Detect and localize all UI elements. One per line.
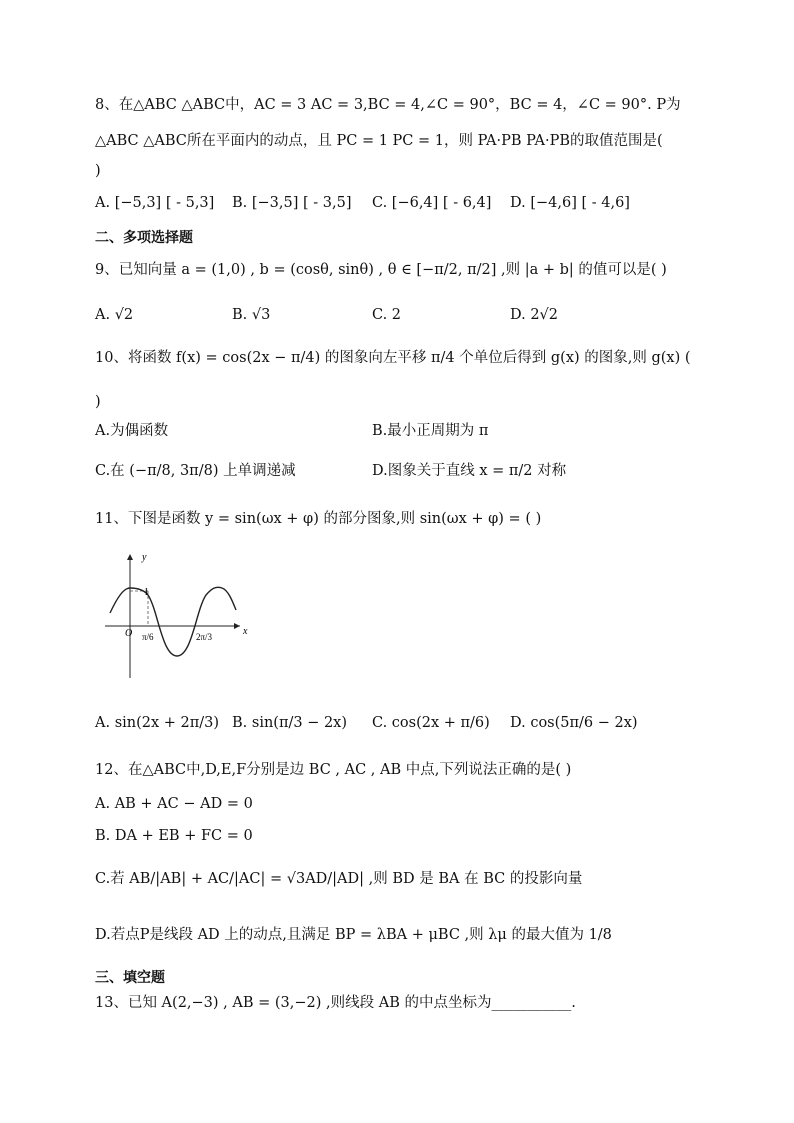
q11-stem: 11、下图是函数 y = sin(ωx + φ) 的部分图象,则 sin(ωx + φ) = ( ) [95, 511, 542, 527]
q8-line3: ) [95, 163, 101, 179]
q9-option-a: A. √2 [95, 307, 134, 323]
label-pi6: π/6 [142, 632, 154, 642]
section-heading-2: 二、多项选择题 [95, 230, 193, 246]
q9-option-c: C. 2 [372, 307, 402, 323]
q11-option-b: B. sin(π/3 − 2x) [232, 715, 348, 731]
q11-option-d: D. cos(5π/6 − 2x) [510, 715, 638, 731]
section-heading-3: 三、填空题 [95, 970, 165, 986]
label-2pi3: 2π/3 [196, 632, 213, 642]
q9-stem: 9、已知向量 a = (1,0) , b = (cosθ, sinθ) , θ ∈ [−π/2, π/2] ,则 |a + b| 的值可以是( ) [95, 262, 667, 278]
sine-curve [110, 587, 236, 656]
q11-sine-graph [100, 548, 250, 683]
label-origin: O [125, 628, 133, 639]
q12-stem: 12、在△ABC中,D,E,F分别是边 BC , AC , AB 中点,下列说法正确的是( ) [95, 762, 572, 778]
q10-stem: 10、将函数 f(x) = cos(2x − π/4) 的图象向左平移 π/4 个单位后得到 g(x) 的图象,则 g(x) ( [95, 350, 691, 366]
x-axis-arrow [234, 623, 240, 629]
y-axis-arrow [127, 554, 133, 560]
q12-option-d: D.若点P是线段 AD 上的动点,且满足 BP = λBA + μBC ,则 λμ 的最大值为 1/8 [95, 927, 612, 943]
q10-option-c: C.在 (−π/8, 3π/8) 上单调递减 [95, 463, 296, 479]
q12-option-c: C.若 AB/|AB| + AC/|AC| = √3AD/|AD| ,则 BD 是 BA 在 BC 的投影向量 [95, 871, 583, 887]
q10-close: ) [95, 394, 101, 410]
q8-line2: △ABC △ABC所在平面内的动点，且 PC = 1 PC = 1，则 PA·PB PA·PB的取值范围是( [95, 133, 663, 149]
q12-option-b: B. DA + EB + FC = 0 [95, 828, 253, 844]
q8-option-a: A. [−5,3] [ - 5,3] [95, 195, 215, 211]
q13-stem: 13、已知 A(2,−3) , AB = (3,−2) ,则线段 AB 的中点坐标为___________. [95, 995, 576, 1011]
label-x: x [243, 626, 248, 637]
q8-line1: 8、在△ABC △ABC中，AC = 3 AC = 3,BC = 4,∠C = 90°，BC = 4，∠C = 90°. P为 [95, 97, 681, 113]
q11-option-a: A. sin(2x + 2π/3) [95, 715, 220, 731]
label-y: y [142, 552, 147, 563]
label-one: 1 [144, 587, 149, 598]
q8-option-b: B. [−3,5] [ - 3,5] [232, 195, 352, 211]
q10-option-b: B.最小正周期为 π [372, 423, 489, 439]
q8-option-d: D. [−4,6] [ - 4,6] [510, 195, 630, 211]
q8-option-c: C. [−6,4] [ - 6,4] [372, 195, 492, 211]
q12-option-a: A. AB + AC − AD = 0 [95, 796, 253, 812]
q11-option-c: C. cos(2x + π/6) [372, 715, 490, 731]
q10-option-d: D.图象关于直线 x = π/2 对称 [372, 463, 567, 479]
q9-option-d: D. 2√2 [510, 307, 559, 323]
q9-option-b: B. √3 [232, 307, 271, 323]
q10-option-a: A.为偶函数 [95, 423, 169, 439]
